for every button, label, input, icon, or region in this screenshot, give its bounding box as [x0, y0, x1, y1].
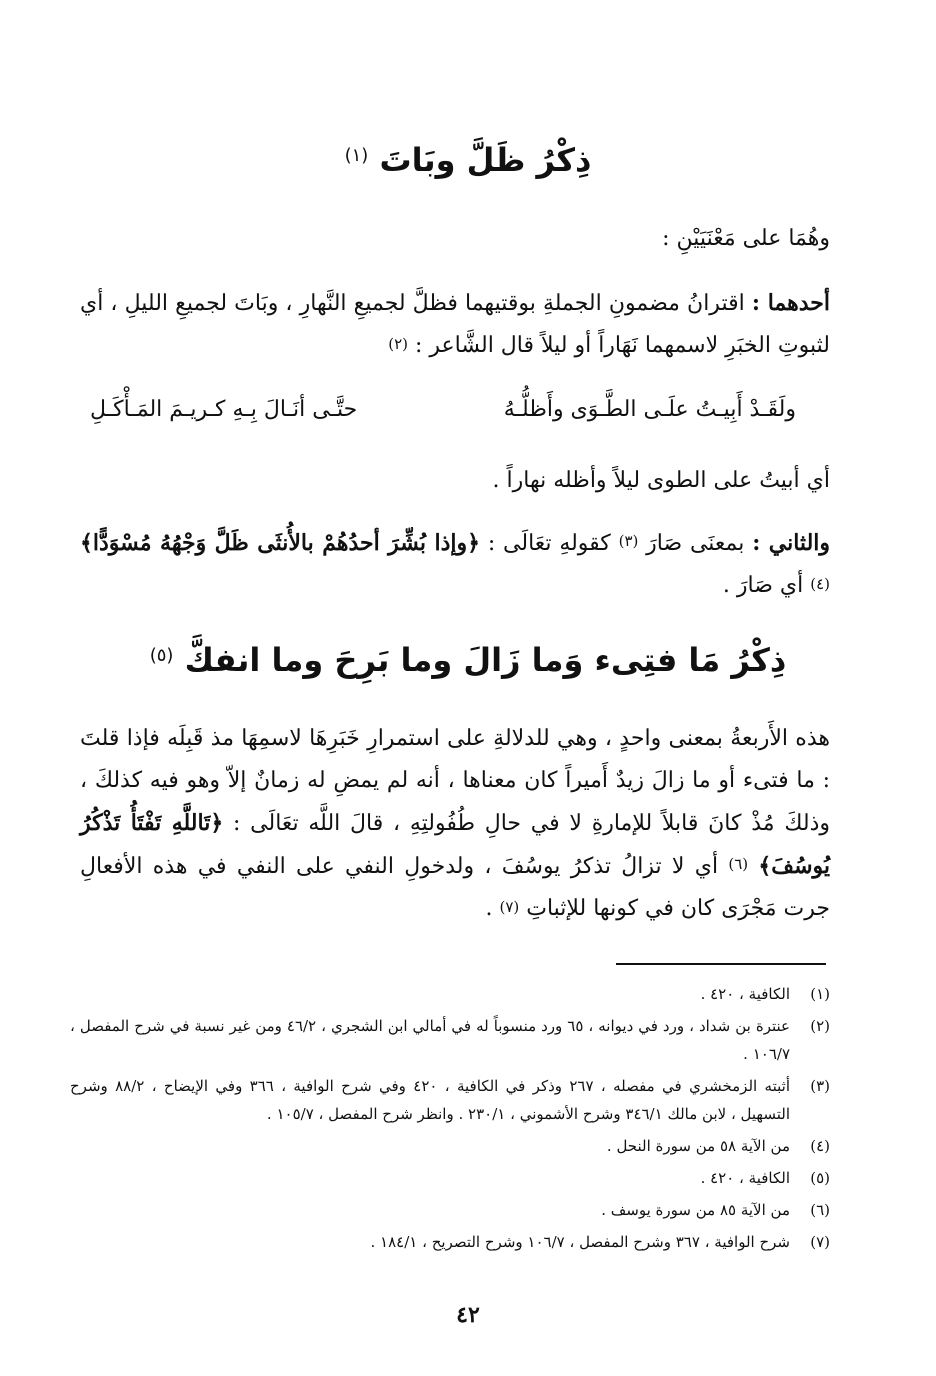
verse-explanation-text: أي أبيتُ على الطوى ليلاً وأظله نهاراً .	[492, 468, 830, 493]
first-meaning-text: اقترانُ مضمونِ الجملةِ بوقتيهما فظلَّ لجميعِ النَّهارِ ، وبَاتَ لجميعِ الليلِ ، أي لثبوتِ الخبَرِ لاسمهما نَهَاراً أو ليلاً قال الشَّاعر :	[80, 291, 830, 358]
footnote-item	[70, 980, 830, 1008]
footnote-number: (٢)	[810, 1017, 830, 1035]
footnotes-list	[70, 980, 830, 1260]
intro-paragraph	[80, 218, 830, 260]
verse-explanation	[80, 460, 830, 502]
footnote-text: شرح الوافية ، ٣٦٧ وشرح المفصل ، ١٠٦/٧ وشرح التصريح ، ١٨٤/١ .	[370, 1233, 790, 1251]
quran-verse: ﴿تَاللَّهِ تَفْتَأُ تَذْكُرُ يُوسُفَ﴾	[80, 810, 830, 879]
second-meaning-text: بمعنَى صَارَ	[646, 531, 745, 556]
footnote-ref: (٢)	[388, 335, 408, 353]
section-title-text: ذِكْرُ ظَلَّ وبَاتَ	[379, 141, 592, 179]
second-meaning-paragraph	[80, 522, 830, 607]
footnote-ref: (٥)	[149, 645, 174, 666]
footnote-item	[70, 1132, 830, 1160]
section-title-zalla-bata	[60, 140, 876, 180]
poetry-verse	[90, 390, 796, 430]
verse-first-hemistich: ولَقَـدْ أَبِيـتُ علَـى الطَّـوَى وأَظلُّـهُ	[503, 397, 796, 422]
footnote-ref: (٧)	[499, 898, 520, 916]
footnote-ref: (٦)	[728, 855, 749, 873]
four-verbs-text: أي لا تزالُ تذكرُ يوسُفَ ، ولدخولِ النفي على النفي في هذه الأفعالِ جرت مَجْرَى كان في كونها للإثباتِ	[80, 854, 830, 921]
quran-verse: ﴿وإذا بُشِّرَ أحدُهُمْ بالأُنثَى ظَلَّ وَجْهُهُ مُسْوَدًّا﴾	[80, 530, 481, 556]
footnote-text: من الآية ٥٨ من سورة النحل .	[606, 1137, 790, 1155]
section-title-text: ذِكْرُ مَا فتِىء وَما زَالَ وما بَرِحَ وما انفكَّ	[184, 641, 787, 679]
four-verbs-text: .	[485, 896, 493, 921]
second-meaning-text: كقولهِ تعَالَى :	[487, 531, 611, 556]
footnote-number: (٥)	[810, 1169, 830, 1187]
footnote-item	[70, 1228, 830, 1256]
first-meaning-paragraph	[80, 282, 830, 367]
footnote-item	[70, 1072, 830, 1128]
second-meaning-text: أي صَارَ .	[722, 573, 804, 598]
footnote-number: (٣)	[810, 1077, 830, 1095]
footnote-number: (٤)	[810, 1137, 830, 1155]
footnote-text: الكافية ، ٤٢٠ .	[700, 1169, 790, 1187]
intro-text: وهُمَا على مَعْنَيَيْنِ :	[662, 226, 830, 251]
footnote-item	[70, 1196, 830, 1224]
footnote-ref: (٣)	[618, 532, 639, 550]
second-meaning-label: والثاني :	[752, 530, 831, 556]
footnote-text: أثبته الزمخشري في مفصله ، ٢٦٧ وذكر في الكافية ، ٤٢٠ وفي شرح الوافية ، ٣٦٦ وفي الإيضاح ، ٨٨/٢ وشرح التسهيل ، لابن مالك ٣٤٦/١ وشرح الأشموني ، ٢٣٠/١ . وانظر شرح المفصل ، ١٠٥/٧ .	[70, 1077, 790, 1123]
footnote-ref: (١)	[344, 145, 369, 166]
footnote-ref: (٤)	[810, 575, 830, 593]
footnote-number: (٧)	[810, 1233, 830, 1251]
footnote-divider	[616, 963, 826, 965]
footnote-text: عنترة بن شداد ، ورد في ديوانه ، ٦٥ ورد منسوباً له في أمالي ابن الشجري ، ٤٦/٢ ومن غير نسبة في شرح المفصل ، ١٠٦/٧ .	[70, 1017, 790, 1063]
footnote-number: (١)	[810, 985, 830, 1003]
four-verbs-paragraph	[80, 718, 830, 930]
footnote-item	[70, 1012, 830, 1068]
footnote-item	[70, 1164, 830, 1192]
verse-second-hemistich: حتَّـى أنَـالَ بِـهِ كـريـمَ المَـأْكَـلِ	[90, 397, 358, 422]
footnote-text: الكافية ، ٤٢٠ .	[700, 985, 790, 1003]
section-title-mafatia	[60, 640, 876, 680]
page-number: ٤٢	[456, 1302, 480, 1328]
four-verbs-text: هذه الأَربعةُ بمعنى واحدٍ ، وهي للدلالةِ على استمرارِ خَبَرِهَا لاسمِهَا مذ قَبِلَه فإذا قلتَ : ما فتىء أو ما زالَ زيدٌ أَميراً كان معناها ، أنه لم يمضِ له زمانٌ إلاّ وهو فيه كذلكَ ، وذلكَ مُذْ كانَ قابلاً للإمارةِ لا في حالِ طُفُولتِهِ ، قالَ اللَّه تعَالَى :	[80, 726, 830, 836]
footnote-number: (٦)	[810, 1201, 830, 1219]
first-meaning-label: أحدهما :	[751, 290, 830, 316]
footnote-text: من الآية ٨٥ من سورة يوسف .	[601, 1201, 790, 1219]
